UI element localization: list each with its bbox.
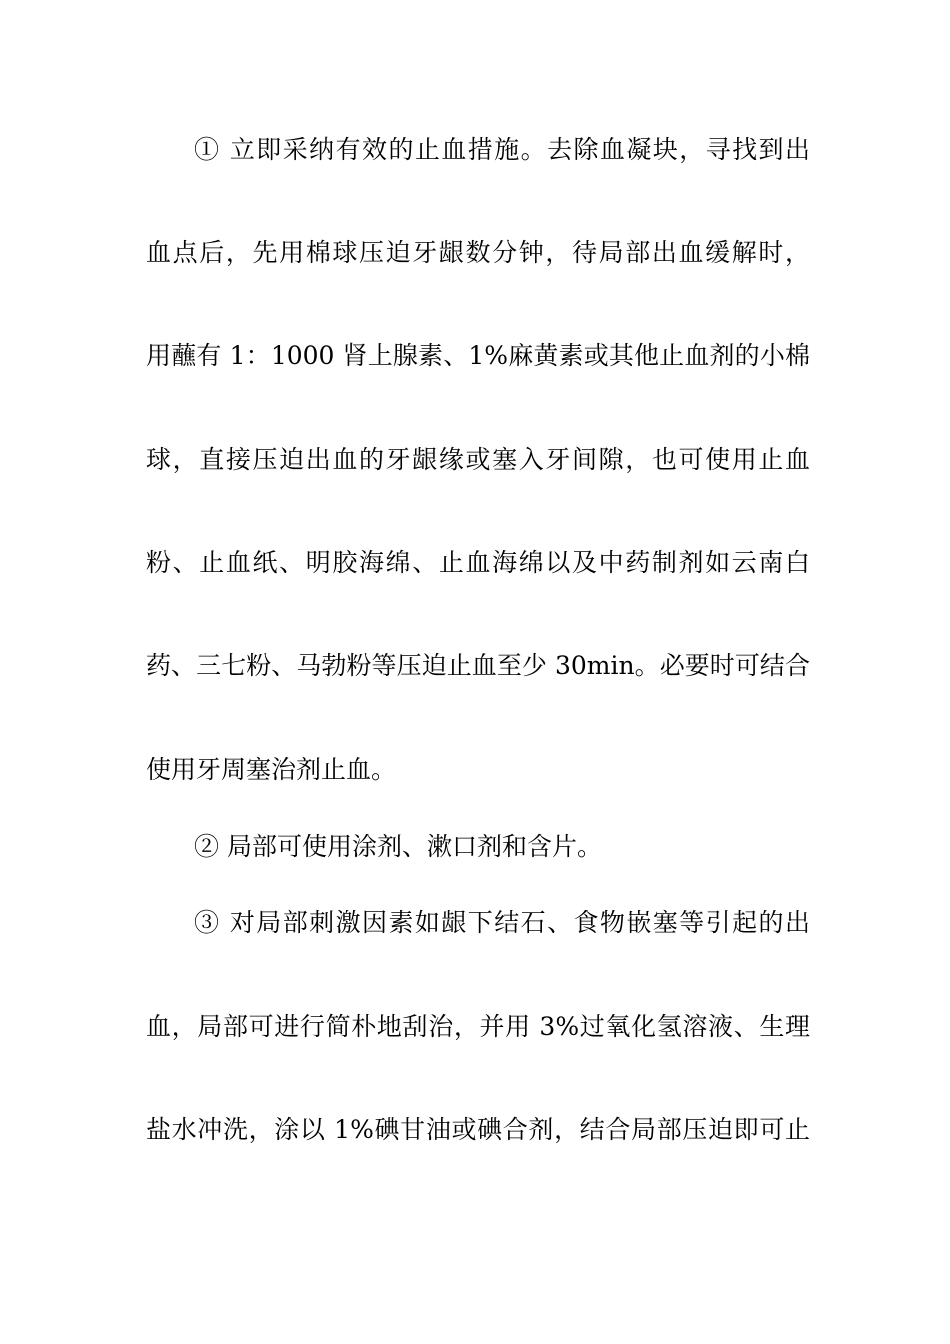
paragraph-line: ③ 对局部刺激因素如龈下结石、食物嵌塞等引起的出 [194,908,810,937]
paragraph-line: 血点后，先用棉球压迫牙龈数分钟，待局部出血缓解时， [146,238,810,267]
paragraph-line: ② 局部可使用涂剂、漱口剂和含片。 [194,832,602,861]
paragraph-line: 血，局部可进行简朴地刮治，并用 3%过氧化氢溶液、生理 [146,1012,810,1041]
paragraph-line: ① 立即采纳有效的止血措施。去除血凝块，寻找到出 [194,135,810,164]
paragraph-line: 粉、止血纸、明胶海绵、止血海绵以及中药制剂如云南白 [146,548,810,577]
paragraph-line: 使用牙周塞治剂止血。 [146,755,397,784]
paragraph-line: 药、三七粉、马勃粉等压迫止血至少 30min。必要时可结合 [146,651,810,680]
paragraph-line: 用蘸有 1：1000 肾上腺素、1%麻黄素或其他止血剂的小棉 [146,341,810,370]
paragraph-line: 盐水冲洗，涂以 1%碘甘油或碘合剂，结合局部压迫即可止 [146,1115,810,1144]
paragraph-line: 球，直接压迫出血的牙龈缘或塞入牙间隙，也可使用止血 [146,445,810,474]
